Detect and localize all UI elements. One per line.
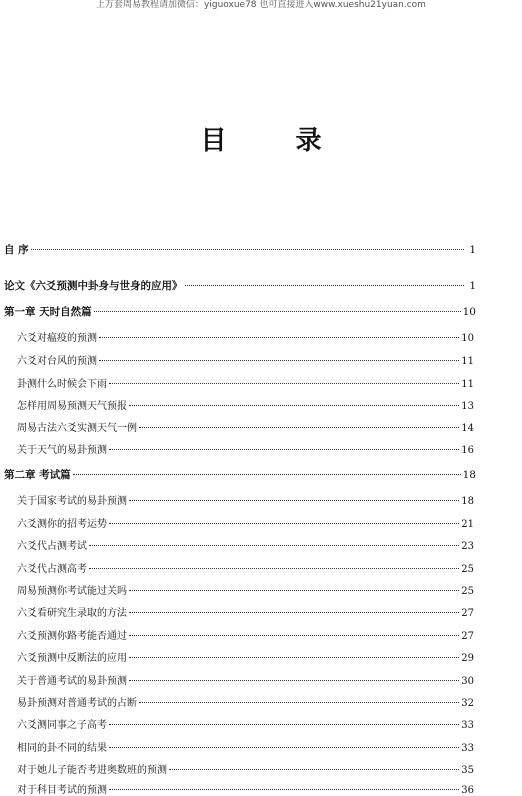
toc-entry-page: 11 bbox=[461, 356, 474, 367]
leader-dots bbox=[109, 523, 459, 524]
leader-dots bbox=[99, 337, 459, 338]
leader-dots bbox=[89, 568, 459, 569]
toc-entry-page: 33 bbox=[461, 720, 474, 731]
toc-entry[interactable] bbox=[17, 761, 474, 776]
toc-entry-page: 29 bbox=[461, 653, 474, 664]
toc-entry-label: 六爻对瘟疫的预测 bbox=[17, 333, 97, 344]
toc-entry-label: 关于国家考试的易卦预测 bbox=[17, 496, 127, 507]
toc-entry[interactable] bbox=[17, 582, 474, 597]
page-title: 目 录 bbox=[200, 126, 352, 156]
toc-entry-page: 16 bbox=[461, 445, 474, 456]
page-watermark: 上万套周易教程请加微信：yiguoxue78 也可直接进入www.xueshu21yuan.com bbox=[96, 0, 426, 10]
toc-entry-label: 六爻对台风的预测 bbox=[17, 356, 97, 367]
toc-entry[interactable] bbox=[17, 329, 474, 344]
leader-dots bbox=[99, 360, 459, 361]
toc-entry-label: 论文《六爻预测中卦身与世身的应用》 bbox=[4, 280, 183, 292]
leader-dots bbox=[109, 747, 459, 748]
toc-entry[interactable] bbox=[17, 375, 474, 390]
toc-entry-label: 六爻代占测高考 bbox=[17, 564, 87, 575]
toc-entry-label: 怎样用周易预测天气预报 bbox=[17, 401, 127, 412]
leader-dots bbox=[109, 724, 459, 725]
leader-dots bbox=[89, 545, 459, 546]
toc-entry-label: 易卦预测对普通考试的占断 bbox=[17, 698, 137, 709]
leader-dots bbox=[109, 789, 459, 790]
toc-entry[interactable] bbox=[17, 492, 474, 507]
toc-entry-page: 18 bbox=[461, 496, 474, 507]
toc-entry[interactable] bbox=[17, 694, 474, 709]
toc-entry-page: 35 bbox=[461, 765, 474, 776]
toc-entry-label: 周易预测你考试能过关吗 bbox=[17, 586, 127, 597]
toc-entry-page: 1 bbox=[469, 280, 476, 292]
toc-entry-label: 六爻预测你路考能否通过 bbox=[17, 631, 127, 642]
leader-dots bbox=[129, 657, 459, 658]
toc-entry-label: 第一章 天时自然篇 bbox=[4, 306, 92, 318]
toc-entry-page: 33 bbox=[461, 743, 474, 754]
toc-entry-page: 10 bbox=[462, 306, 476, 318]
toc-entry[interactable] bbox=[17, 419, 474, 434]
toc-entry[interactable] bbox=[4, 278, 476, 293]
toc-entry-page: 18 bbox=[462, 469, 476, 481]
toc-entry-label: 对于科目考试的预测 bbox=[17, 785, 107, 796]
toc-entry-page: 1 bbox=[469, 244, 476, 256]
toc-entry-page: 10 bbox=[461, 333, 474, 344]
leader-dots bbox=[109, 449, 459, 450]
toc-entry-page: 27 bbox=[461, 631, 474, 642]
toc-entry[interactable] bbox=[17, 672, 474, 687]
toc-entry[interactable] bbox=[17, 537, 474, 552]
toc-entry[interactable] bbox=[4, 242, 476, 257]
toc-entry-page: 25 bbox=[461, 586, 474, 597]
leader-dots bbox=[185, 285, 465, 286]
toc-entry[interactable] bbox=[17, 515, 474, 530]
toc-entry-label: 周易古法六爻实测天气一例 bbox=[17, 423, 137, 434]
leader-dots bbox=[129, 500, 459, 501]
toc-entry-label: 关于天气的易卦预测 bbox=[17, 445, 107, 456]
toc-entry[interactable] bbox=[17, 604, 474, 619]
toc-entry[interactable] bbox=[17, 739, 474, 754]
toc-entry-page: 13 bbox=[461, 401, 474, 412]
toc-entry[interactable] bbox=[17, 627, 474, 642]
toc-entry-label: 六爻代占测考试 bbox=[17, 541, 87, 552]
toc-entry-page: 25 bbox=[461, 564, 474, 575]
toc-entry-label: 对于她儿子能否考进奥数班的预测 bbox=[17, 765, 167, 776]
toc-entry-page: 30 bbox=[461, 676, 474, 687]
toc-entry[interactable] bbox=[17, 352, 474, 367]
toc-entry-label: 相同的卦不同的结果 bbox=[17, 743, 107, 754]
toc-entry-page: 36 bbox=[461, 785, 474, 796]
leader-dots bbox=[94, 311, 461, 312]
toc-entry-page: 23 bbox=[461, 541, 474, 552]
toc-chapter-entry[interactable] bbox=[4, 304, 476, 319]
toc-entry-label: 六爻预测中反断法的应用 bbox=[17, 653, 127, 664]
toc-chapter-entry[interactable] bbox=[4, 467, 476, 482]
toc-entry-label: 自 序 bbox=[4, 244, 29, 256]
leader-dots bbox=[129, 635, 459, 636]
toc-entry[interactable] bbox=[17, 397, 474, 412]
toc-entry[interactable] bbox=[17, 560, 474, 575]
toc-entry-page: 11 bbox=[461, 379, 474, 390]
leader-dots bbox=[139, 702, 459, 703]
toc-entry[interactable] bbox=[17, 441, 474, 456]
leader-dots bbox=[109, 383, 459, 384]
toc-entry[interactable] bbox=[17, 649, 474, 664]
toc-entry-label: 第二章 考试篇 bbox=[4, 469, 71, 481]
toc-entry-page: 21 bbox=[461, 519, 474, 530]
leader-dots bbox=[129, 405, 459, 406]
leader-dots bbox=[73, 474, 461, 475]
toc-entry-label: 关于普通考试的易卦预测 bbox=[17, 676, 127, 687]
toc-entry-page: 14 bbox=[461, 423, 474, 434]
leader-dots bbox=[129, 590, 459, 591]
leader-dots bbox=[139, 427, 459, 428]
toc-entry-label: 六爻测同事之子高考 bbox=[17, 720, 107, 731]
toc-entry-label: 卦测什么时候会下雨 bbox=[17, 379, 107, 390]
leader-dots bbox=[129, 612, 459, 613]
leader-dots bbox=[129, 680, 459, 681]
toc-entry[interactable] bbox=[17, 716, 474, 731]
toc-entry-page: 27 bbox=[461, 608, 474, 619]
toc-entry-page: 32 bbox=[461, 698, 474, 709]
toc-entry-label: 六爻测你的招考运势 bbox=[17, 519, 107, 530]
leader-dots bbox=[169, 769, 459, 770]
leader-dots bbox=[31, 249, 464, 250]
toc-entry-label: 六爻看研究生录取的方法 bbox=[17, 608, 127, 619]
